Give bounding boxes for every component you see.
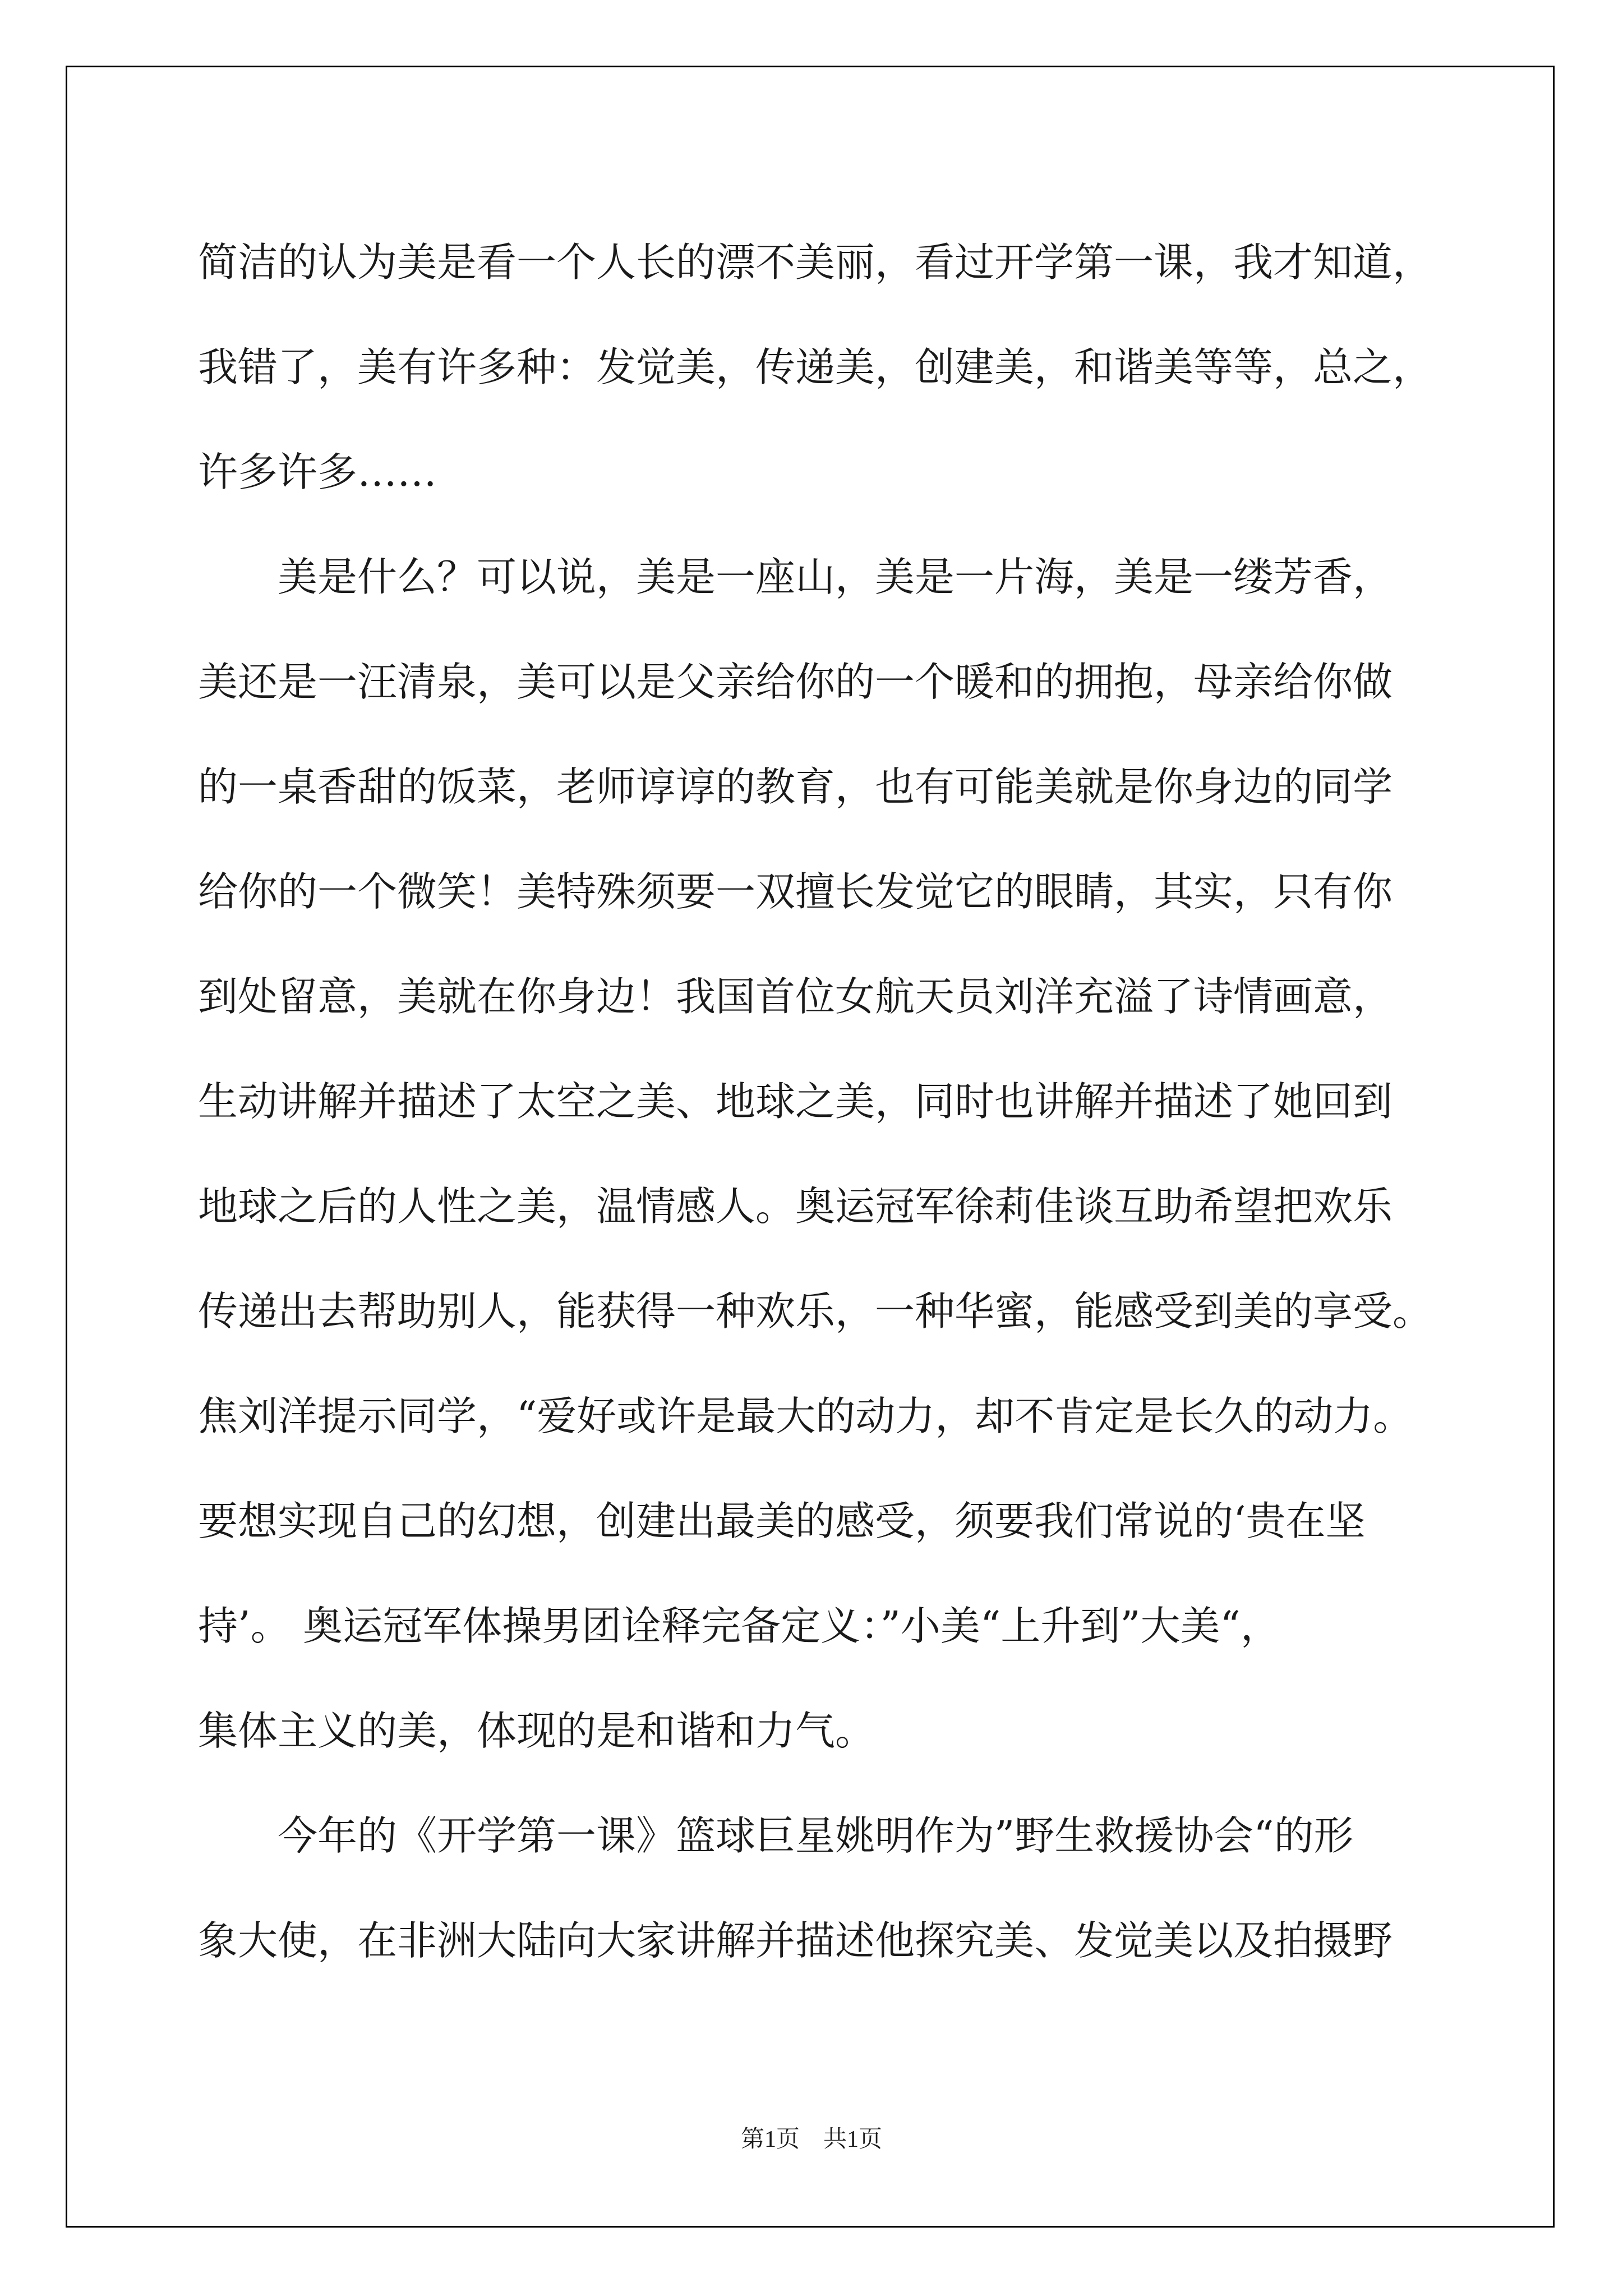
- text-line: 地球之后的人性之美，温情感人。奥运冠军徐莉佳谈互助希望把欢乐: [198, 1183, 1393, 1230]
- text-line: 象大使，在非洲大陆向大家讲解并描述他探究美、发觉美以及拍摄野: [198, 1917, 1393, 1964]
- text-line: 集体主义的美，体现的是和谐和力气。: [198, 1708, 875, 1754]
- document-body: [198, 210, 1432, 1993]
- text-line: 传递出去帮助别人，能获得一种欢乐，一种华蜜，能感受到美的享受。: [198, 1288, 1433, 1335]
- text-line: 焦刘洋提示同学，“爱好或许是最大的动力，却不肯定是长久的动力。: [198, 1393, 1413, 1439]
- text-line: 许多许多……: [198, 449, 437, 495]
- page-number-footer: 第1页 共1页: [740, 2127, 882, 2152]
- text-line: 生动讲解并描述了太空之美、地球之美，同时也讲解并描述了她回到: [198, 1078, 1393, 1125]
- paragraph-start-line: 美是什么？可以说，美是一座山，美是一片海，美是一缕芳香，: [278, 554, 1393, 600]
- text-line: 持’。 奥运冠军体操男团诠释完备定义：”小美“上升到”大美“，: [198, 1603, 1280, 1649]
- text-line: 的一桌香甜的饭菜，老师谆谆的教育，也有可能美就是你身边的同学: [198, 763, 1393, 810]
- text-line: 到处留意，美就在你身边！我国首位女航天员刘洋充溢了诗情画意，: [198, 973, 1393, 1020]
- text-line: 简洁的认为美是看一个人长的漂不美丽，看过开学第一课，我才知道，: [198, 239, 1433, 286]
- paragraph-start-line: 今年的《开学第一课》篮球巨星姚明作为”野生救援协会“的形: [278, 1812, 1354, 1859]
- text-line: 美还是一汪清泉，美可以是父亲给你的一个暖和的拥抱，母亲给你做: [198, 659, 1393, 705]
- text-line: 我错了，美有许多种：发觉美，传递美，创建美，和谐美等等，总之，: [198, 344, 1433, 390]
- text-line: 要想实现自己的幻想，创建出最美的感受，须要我们常说的‘贵在坚: [198, 1498, 1366, 1544]
- text-line: 给你的一个微笑！美特殊须要一双擅长发觉它的眼睛，其实，只有你: [198, 868, 1393, 915]
